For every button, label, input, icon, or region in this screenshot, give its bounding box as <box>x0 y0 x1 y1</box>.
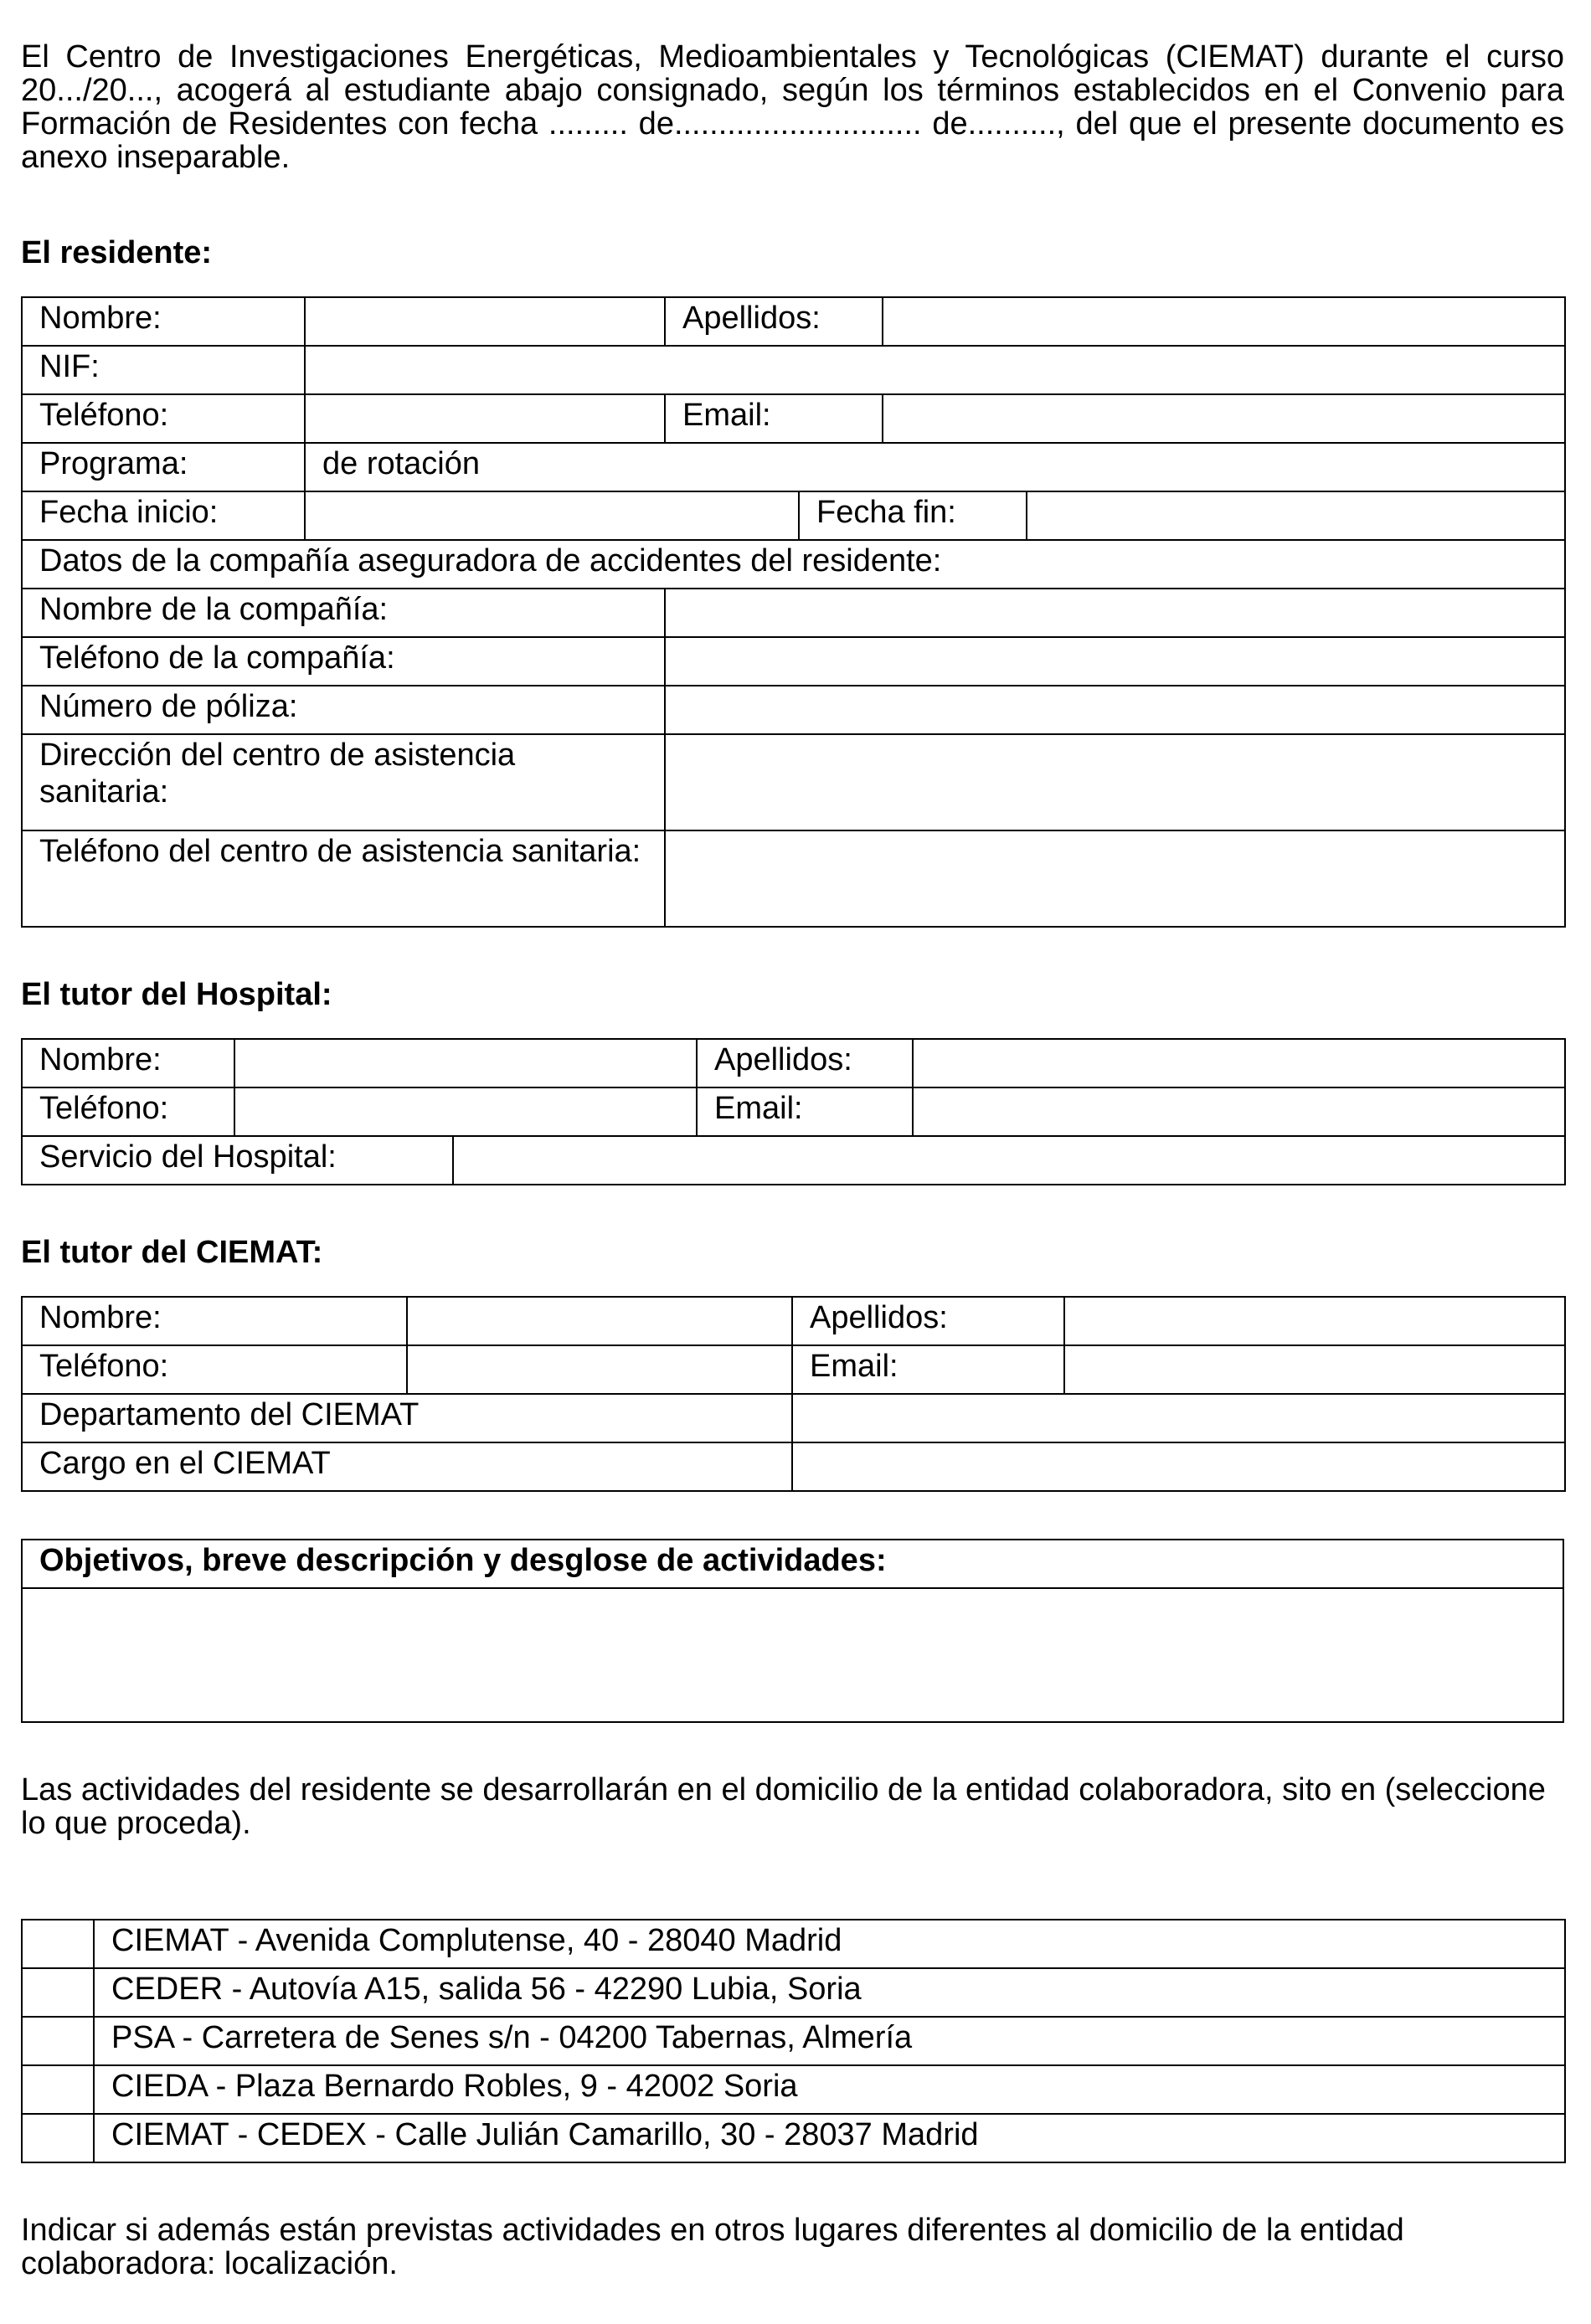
ciemat-tutor-heading: El tutor del CIEMAT: <box>21 1235 323 1270</box>
hospital-tutor-telefono-label: Teléfono: <box>22 1087 234 1136</box>
ciemat-position-label: Cargo en el CIEMAT <box>22 1442 792 1491</box>
resident-fecha-inicio-label: Fecha inicio: <box>22 491 305 540</box>
location-psa-label: PSA - Carretera de Senes s/n - 04200 Tabernas, Almería <box>94 2017 1565 2065</box>
resident-nif-label: NIF: <box>22 346 305 394</box>
resident-email-label: Email: <box>665 394 883 443</box>
hospital-tutor-email-label: Email: <box>697 1087 913 1136</box>
ciemat-department-label: Departamento del CIEMAT <box>22 1394 792 1442</box>
ciemat-tutor-nombre-field[interactable] <box>407 1297 792 1345</box>
locations-table <box>21 1919 1566 2163</box>
hospital-tutor-nombre-field[interactable] <box>234 1039 697 1087</box>
ciemat-tutor-apellidos-field[interactable] <box>1064 1297 1565 1345</box>
hospital-tutor-nombre-label: Nombre: <box>22 1039 234 1087</box>
location-ceder-label: CEDER - Autovía A15, salida 56 - 42290 Lubia, Soria <box>94 1968 1565 2017</box>
resident-apellidos-label: Apellidos: <box>665 297 883 346</box>
resident-apellidos-field[interactable] <box>883 297 1565 346</box>
insurance-company-name-label: Nombre de la compañía: <box>22 589 665 637</box>
resident-programa-label: Programa: <box>22 443 305 491</box>
objectives-field[interactable] <box>22 1588 1563 1722</box>
resident-heading: El residente: <box>21 235 213 270</box>
resident-fecha-inicio-field[interactable] <box>305 491 799 540</box>
ciemat-tutor-email-field[interactable] <box>1064 1345 1565 1394</box>
ciemat-tutor-email-label: Email: <box>792 1345 1064 1394</box>
health-center-address-field[interactable] <box>665 734 1565 830</box>
objectives-heading: Objetivos, breve descripción y desglose de actividades: <box>22 1540 1563 1588</box>
location-cieda-label: CIEDA - Plaza Bernardo Robles, 9 - 42002 Soria <box>94 2065 1565 2114</box>
location-ciemat-cedex-checkbox[interactable] <box>22 2114 94 2162</box>
policy-number-field[interactable] <box>665 686 1565 734</box>
location-ciemat-madrid-checkbox[interactable] <box>22 1920 94 1968</box>
resident-email-field[interactable] <box>883 394 1565 443</box>
resident-table <box>21 296 1566 928</box>
resident-nif-field[interactable] <box>305 346 1565 394</box>
resident-telefono-label: Teléfono: <box>22 394 305 443</box>
health-center-phone-label: Teléfono del centro de asistencia sanitaria: <box>22 830 665 927</box>
resident-telefono-field[interactable] <box>305 394 665 443</box>
hospital-tutor-apellidos-field[interactable] <box>913 1039 1565 1087</box>
location-psa-checkbox[interactable] <box>22 2017 94 2065</box>
hospital-tutor-email-field[interactable] <box>913 1087 1565 1136</box>
health-center-address-label: Dirección del centro de asistencia sanitaria: <box>22 734 665 830</box>
resident-nombre-field[interactable] <box>305 297 665 346</box>
hospital-tutor-telefono-field[interactable] <box>234 1087 697 1136</box>
health-center-phone-field[interactable] <box>665 830 1565 927</box>
hospital-tutor-heading: El tutor del Hospital: <box>21 977 332 1012</box>
resident-fecha-fin-field[interactable] <box>1027 491 1565 540</box>
activities-paragraph: Las actividades del residente se desarrollarán en el domicilio de la entidad colaboradora, sito en (seleccione lo que proceda). <box>21 1772 1546 1841</box>
hospital-tutor-apellidos-label: Apellidos: <box>697 1039 913 1087</box>
insurance-company-name-field[interactable] <box>665 589 1565 637</box>
hospital-tutor-table <box>21 1038 1566 1185</box>
policy-number-label: Número de póliza: <box>22 686 665 734</box>
ciemat-department-field[interactable] <box>792 1394 1565 1442</box>
ciemat-tutor-apellidos-label: Apellidos: <box>792 1297 1064 1345</box>
insurance-section-label: Datos de la compañía aseguradora de accidentes del residente: <box>22 540 1565 589</box>
resident-fecha-fin-label: Fecha fin: <box>799 491 1027 540</box>
location-cieda-checkbox[interactable] <box>22 2065 94 2114</box>
insurance-company-phone-label: Teléfono de la compañía: <box>22 637 665 686</box>
ciemat-tutor-nombre-label: Nombre: <box>22 1297 407 1345</box>
objectives-table <box>21 1539 1564 1723</box>
ciemat-tutor-telefono-field[interactable] <box>407 1345 792 1394</box>
other-locations-paragraph: Indicar si además están previstas actividades en otros lugares diferentes al domicilio de la entidad colaboradora: localización. <box>21 2213 1404 2281</box>
ciemat-position-field[interactable] <box>792 1442 1565 1491</box>
insurance-company-phone-field[interactable] <box>665 637 1565 686</box>
location-ciemat-cedex-label: CIEMAT - CEDEX - Calle Julián Camarillo, 30 - 28037 Madrid <box>94 2114 1565 2162</box>
resident-programa-value: de rotación <box>305 443 1565 491</box>
location-ceder-checkbox[interactable] <box>22 1968 94 2017</box>
resident-nombre-label: Nombre: <box>22 297 305 346</box>
hospital-service-field[interactable] <box>453 1136 1565 1185</box>
annex-document <box>21 40 1564 2280</box>
intro-paragraph: El Centro de Investigaciones Energéticas, Medioambientales y Tecnológicas (CIEMAT) durante el curso 20.../20..., acogerá al estudiante abajo consignado, según los términos establecidos en el Convenio para Formación de Residentes con fecha ......... de............................ de.........., del que el presente documento es anexo inseparable. <box>21 39 1564 175</box>
hospital-service-label: Servicio del Hospital: <box>22 1136 453 1185</box>
location-ciemat-madrid-label: CIEMAT - Avenida Complutense, 40 - 28040 Madrid <box>94 1920 1565 1968</box>
ciemat-tutor-table <box>21 1296 1566 1492</box>
ciemat-tutor-telefono-label: Teléfono: <box>22 1345 407 1394</box>
